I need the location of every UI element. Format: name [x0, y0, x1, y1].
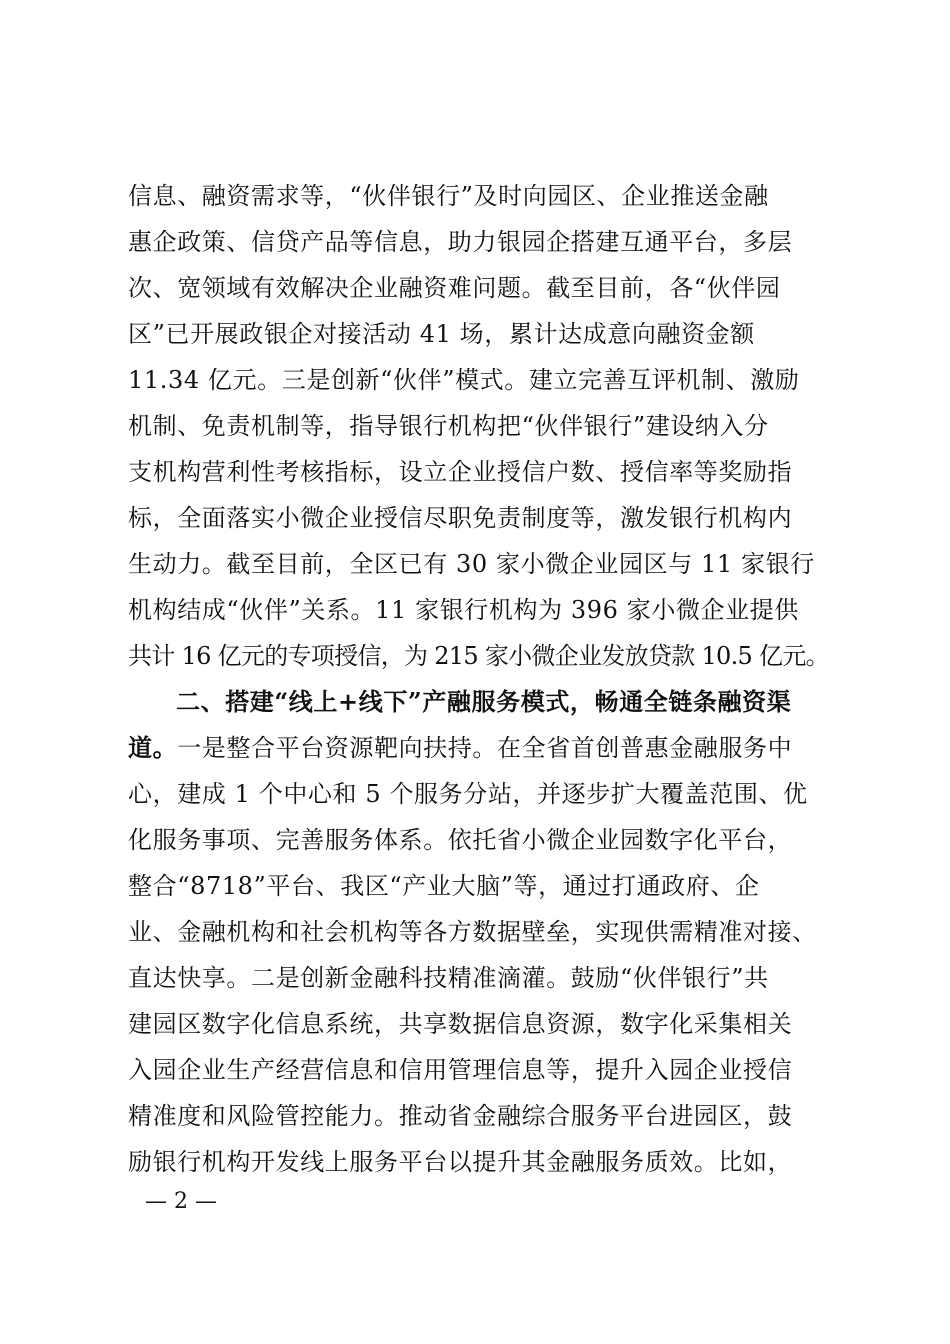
paragraph-text: 一是整合平台资源靶向扶持。在全省首创普惠金融服务中: [177, 734, 793, 762]
paragraph-line: [128, 733, 792, 763]
paragraph-line: 入园企业生产经营信息和信用管理信息等，提升入园企业授信: [128, 1056, 793, 1084]
paragraph-line: 业、金融机构和社会机构等各方数据壁垒，实现供需精准对接、: [128, 918, 817, 946]
page-number: — 2 —: [145, 1189, 217, 1214]
paragraph-line: 整合“8718”平台、我区“产业大脑”等，通过打通政府、企: [128, 872, 760, 900]
paragraph-line: 共计 16 亿元的专项授信，为 215 家小微企业发放贷款 10.5 亿元。: [128, 642, 829, 670]
paragraph-line: 励银行机构开发线上服务平台以提升其金融服务质效。比如，: [128, 1148, 793, 1176]
paragraph-line: 建园区数字化信息系统，共享数据信息资源，数字化采集相关: [128, 1010, 793, 1038]
section-heading-end: 道。: [128, 733, 178, 762]
paragraph-line: 区”已开展政银企对接活动 41 场，累计达成意向融资金额: [128, 320, 755, 348]
paragraph-line: 惠企政策、信贷产品等信息，助力银园企搭建互通平台，多层: [128, 228, 793, 256]
paragraph-line: 标，全面落实小微企业授信尽职免责制度等，激发银行机构内: [128, 504, 793, 532]
paragraph-line: 精准度和风险管控能力。推动省金融综合服务平台进园区，鼓: [128, 1102, 793, 1130]
paragraph-line: 机构结成“伙伴”关系。11 家银行机构为 396 家小微企业提供: [128, 596, 799, 624]
paragraph-line: 信息、融资需求等，“伙伴银行”及时向园区、企业推送金融: [128, 182, 769, 210]
paragraph-line: 化服务事项、完善服务体系。依托省小微企业园数字化平台，: [128, 826, 793, 854]
paragraph-line: 11.34 亿元。三是创新“伙伴”模式。建立完善互评机制、激励: [128, 366, 800, 394]
paragraph-line: 机制、免责机制等，指导银行机构把“伙伴银行”建设纳入分: [128, 412, 769, 440]
paragraph-line: 心，建成 1 个中心和 5 个服务分站，并逐步扩大覆盖范围、优: [128, 780, 808, 808]
paragraph-line: 支机构营利性考核指标，设立企业授信户数、授信率等奖励指: [128, 458, 793, 486]
paragraph-line: 生动力。截至目前，全区已有 30 家小微企业园区与 11 家银行: [128, 550, 815, 578]
paragraph-line: 直达快享。二是创新金融科技精准滴灌。鼓励“伙伴银行”共: [128, 964, 769, 992]
section-heading: 二、搭建“线上+线下”产融服务模式，畅通全链条融资渠: [176, 687, 792, 716]
paragraph-line: 次、宽领域有效解决企业融资难问题。截至目前，各“伙伴园: [128, 274, 781, 302]
